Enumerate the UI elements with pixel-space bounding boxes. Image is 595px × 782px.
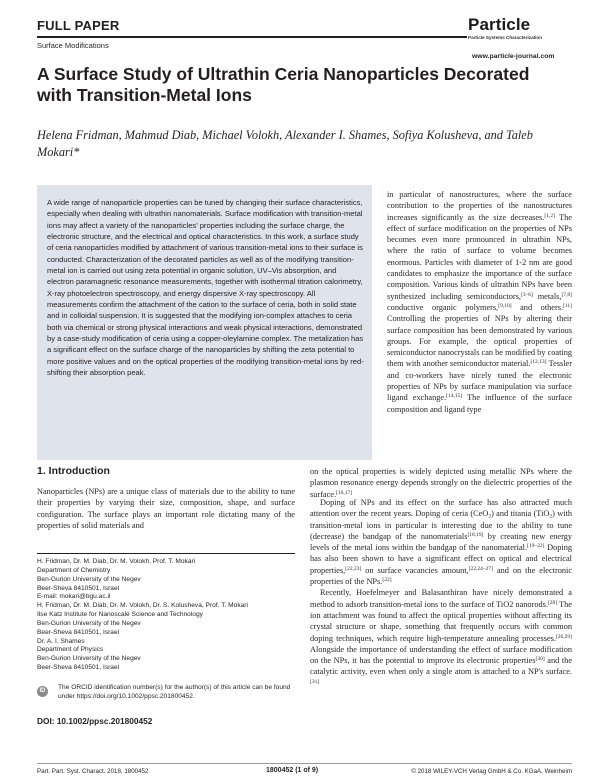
body-text: by creating new energy levels of the metal ions within the bandgap of the nanomaterial. [310,531,572,553]
affiliation-rule [37,553,295,554]
body-text: Recently, Hoefelmeyer and Balasanthiran have nicely demonstrated a method to adsorb transition-metal ions to the surface of TiO2 nanorods. [310,588,572,609]
body-text: ) with transition-metal ions in particular is interesting due to the ability to tune (decrease) the bandgap of the nanomaterials [310,509,572,541]
citation[interactable]: [9,10] [498,302,512,309]
body-text: conductive organic polymers, [387,302,499,312]
body-text: on the optical properties is widely depicted using metallic NPs where the plasmon resonance energy depends strongly on the dielectric properties of the surface. [310,467,572,499]
subscript: 2 [549,513,553,520]
citation[interactable]: [30] [535,656,545,663]
citation[interactable]: [22,23] [345,565,362,572]
citation[interactable]: [28] [547,599,558,606]
orcid-icon[interactable]: ID [37,686,48,697]
affiliation-line: Beer-Sheva 8410501, Israel [37,584,120,592]
wide-paragraph [310,466,572,500]
abstract-text: A wide range of nanoparticle properties can be tuned by changing their surface characteristics, especially when dealing with ultrathin nanomaterials. Surface modification with transition-metal ions may affect a variety of the nanoparticles' properties including the surface charge, the electronic structure, and the electrical and optical characteristics. In this work, a surface study of ceria nanoparticles modified by attachment of various transition-metal ions to their surface is conducted. Characterization of the decorated particles as well as of the modifying transition-metal ion is carried out using zeta potential in organic solution, UV–Vis absorption, and electron paramagnetic resonance measurements, together with isothermal titration calorimetry, X-ray photoelectron spectroscopy, and energy dispersive X-ray spectroscopy. All measurements confirm the attachment of the cation to the surface of ceria, both in solid state and in colloidal suspension. It is suggested that the modifying ion-complex attaches to ceria both via chemical or strong physical interactions and weak physical interactions, demonstrated by a case-study modification of ceria using a copper-oleylamine complex. The metalization has a significant effect on the surface charge of the nanoparticles by shifting the zeta potential to more positive values and on the optical properties of the modifying transition-metal ions by red-shifting their absorption peak. [47,198,364,378]
body-text: ) and titania (TiO [491,509,550,519]
intro-text: Nanoparticles (NPs) are a unique class of materials due to the ability to tune their properties by varying their size, composition, shape, and surface configuration. The surface plays an important role dictating many of the properties of solid materials and [37,487,295,530]
citation[interactable]: [3–6] [520,291,533,298]
body-text: and the catalytic activity, even when only a single atom is attached to a NP's surface. [310,656,573,677]
citation[interactable]: [16,17] [336,489,353,496]
citation[interactable]: [19–22] [527,543,545,550]
body-text: on surface vacancies amount, [361,565,469,575]
citation[interactable]: [12,13] [530,359,547,366]
right-column-top [387,189,572,415]
body-text: The ion attachment was found to affect the optical properties without affecting its crystal structure or shape, something that frequently occurs with common doping techniques, which require high-temperature annealing processes. [310,599,572,643]
journal-logo [468,15,568,40]
citation[interactable]: [1,2] [544,212,555,219]
citation[interactable]: [7,8] [561,291,572,298]
orcid-text[interactable]: The ORCID identification number(s) for the author(s) of this article can be found under https://doi.org/10.1002/ppsc.201800452. [58,684,291,700]
section-tag: Surface Modifications [37,41,109,50]
citation[interactable]: [22] [382,577,392,584]
affiliation-line: Ben-Gurion University of the Negev [37,655,141,663]
footer-copyright: © 2018 WILEY-VCH Verlag GmbH & Co. KGaA, Weinheim [411,768,572,775]
affiliation-line: Beer-Sheva 8410501, Israel [37,628,120,636]
affiliation-line: Dr. A. I. Shames [37,637,85,645]
body-text: metals, [532,291,562,301]
header-rule [37,36,467,38]
citation[interactable]: [14,15] [446,393,463,400]
body-text: Controlling the properties of NPs by altering their surface composition has been demonstrated by various groups. For example, the optical properties of semiconductor nanocrystals can be modified by coating them with another semiconductor material. [387,314,572,369]
citation[interactable]: [26,29] [555,633,572,640]
affiliation-line: Ilse Katz Institute for Nanoscale Science and Technology [37,611,203,619]
body-text: The influence of the surface composition and ligand type [387,393,572,414]
citation[interactable]: [18,19] [467,531,484,538]
body-text: and others. [511,302,564,312]
body-text: Alongside the importance of understanding the effect of surface modification on the NPs, it has the potential to improve its electronic properties [310,644,572,666]
body-text: Tessler and co-workers have nicely tuned the electronic properties of NPs by surface manipulation via surface ligand exchange. [387,359,572,403]
affiliation-line: H. Fridman, Dr. M. Diab, Dr. M. Volokh, Dr. S. Kolusheva, Prof. T. Mokari [37,602,248,610]
affiliation-line: Ben-Gurion University of the Negev [37,575,141,583]
affiliations [37,558,295,673]
right-column-bottom [310,497,572,689]
journal-subtitle: Particle Systems Characterization [468,35,543,40]
footer-rule [37,763,572,764]
body-text: The effect of surface modification on the properties of NPs becomes even more pronounced in ultrathin NPs, where the ratio of surface to volume becomes enormous. Particles with diameter of 1-2 nm are good candidates to emphasize the importance of the surface composition. Various kinds of ultrathin NPs have been synthesized including semiconductors, [387,212,572,301]
section-heading: 1. Introduction [37,465,110,477]
affiliation-line: Beer-Sheva 8410501, Israel [37,664,120,672]
citation[interactable]: [31] [310,678,320,685]
article-title: A Surface Study of Ultrathin Ceria Nanoparticles Decorated with Transition-Metal Ions [37,64,530,105]
citation[interactable]: [11] [563,302,573,309]
subscript: 2 [488,513,492,520]
affiliation-line: Ben-Gurion University of the Negev [37,619,141,627]
affiliation-line: Department of Physics [37,646,104,654]
paper-type-label: FULL PAPER [37,18,120,33]
footer-citation: Part. Part. Syst. Charact. 2018, 1800452 [37,768,149,775]
page-number: 1800452 (1 of 9) [266,767,319,774]
body-text: in particular of nanostructures, where the surface contribution to the properties of the nanostructures increases significantly as the size decreases. [387,190,572,222]
journal-url[interactable]: www.particle-journal.com [472,53,555,60]
body-text: Doping of NPs and its effect on the surface has also attracted much attention over the recent years. Doping of ceria (CeO [310,498,572,519]
author-list: Helena Fridman, Mahmud Diab, Michael Volokh, Alexander I. Shames, Sofiya Kolusheva, and Taleb Mokari* [37,128,533,159]
email-link[interactable]: E-mail: mokari@bgu.ac.il [37,593,111,601]
body-text: and on the electronic properties of the NPs. [310,565,573,587]
journal-name: Particle [468,15,531,34]
doi-label[interactable]: DOI: 10.1002/ppsc.201800452 [37,716,153,726]
body-text: Doping has also been shown to have a significant effect on optical and electrical properties, [310,543,573,575]
affiliation-line: H. Fridman, Dr. M. Diab, Dr. M. Volokh, Prof. T. Mokari [37,558,196,565]
affiliation-line: Department of Chemistry [37,566,111,574]
citation[interactable]: [22,24–27] [468,565,493,572]
